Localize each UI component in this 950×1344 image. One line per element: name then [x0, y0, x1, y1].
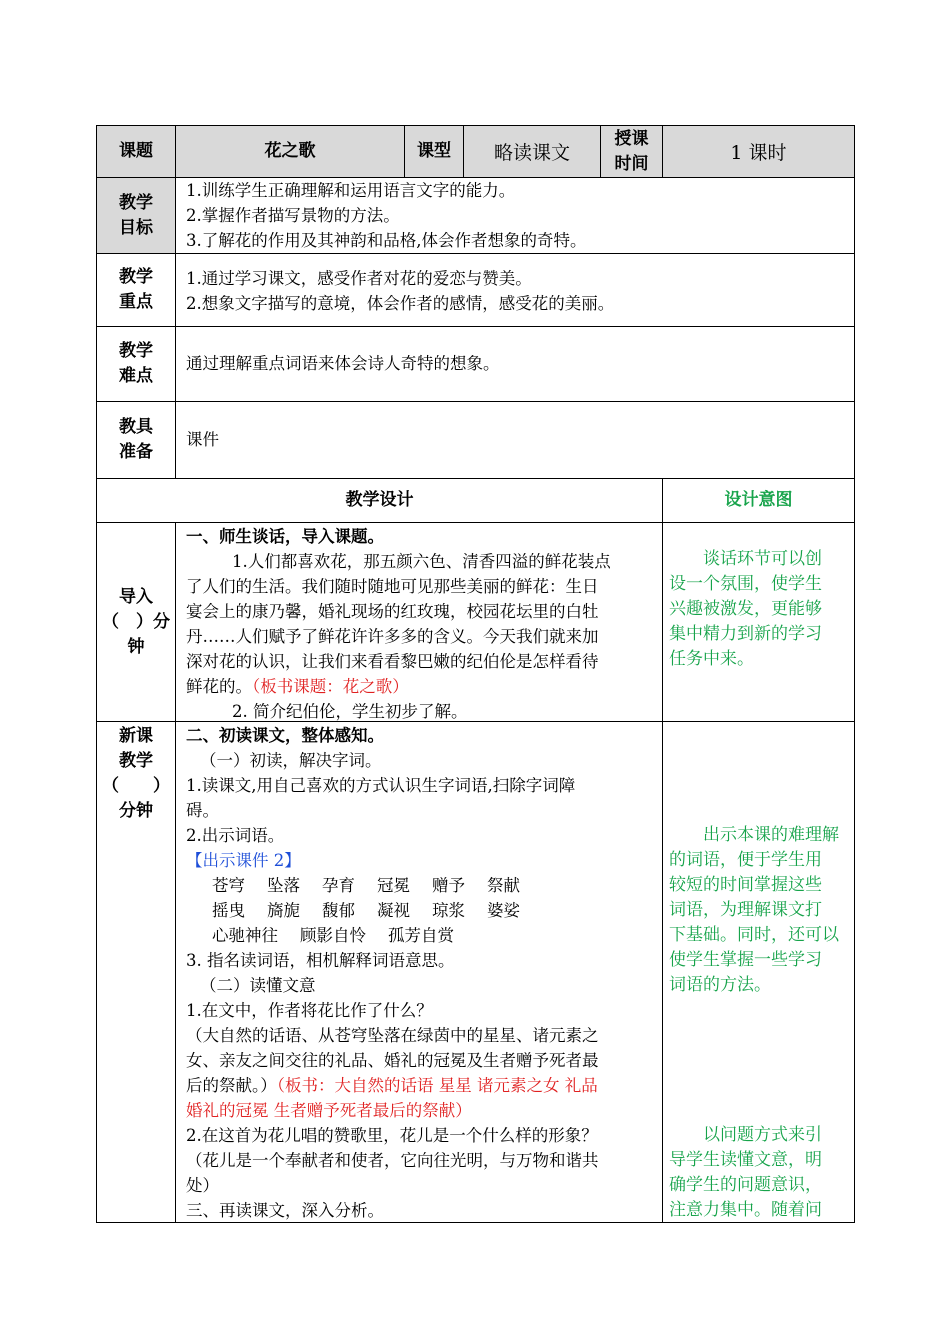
intent-1-line: 出示本课的难理解: [703, 825, 839, 845]
key-points-label-line2: 重点: [119, 292, 153, 312]
new-lesson-label-line1: 新课: [119, 726, 153, 746]
question-1: 1.在文中，作者将花比作了什么？: [186, 1001, 433, 1020]
materials-text: 课件: [186, 430, 219, 449]
objectives-label-cell: [96, 177, 176, 254]
intent-1-line: 的词语，便于学生用: [669, 850, 822, 870]
intent-1-line: 词语，为理解课文打: [669, 900, 822, 920]
word: 冠冕: [377, 876, 410, 895]
key-point-item: 2.想象文字描写的意境，体会作者的感情，感受花的美丽。: [186, 294, 615, 313]
intro-intent-line: 任务中来。: [669, 649, 754, 669]
lesson-label-cell: [96, 125, 176, 178]
type-value: 略读课文: [493, 142, 570, 164]
lesson-title-cell: [175, 125, 405, 178]
lesson-label: 课题: [119, 141, 153, 161]
word: 凝视: [377, 901, 410, 920]
difficulties-text: 通过理解重点词语来体会诗人奇特的想象。: [186, 354, 500, 373]
step2: 2.出示词语。: [186, 826, 285, 845]
word: 馥郁: [322, 901, 355, 920]
new-lesson-heading: 二、初读课文，整体感知。: [186, 726, 384, 745]
key-points-label-line1: 教学: [119, 267, 153, 287]
intent-2-line: 确学生的问题意识，: [669, 1175, 822, 1195]
new-lesson-label-cell: [96, 721, 176, 1223]
intro-para-end: 鲜花的。: [186, 677, 252, 696]
type-label: 课型: [417, 141, 451, 161]
intent-1-line: 词语的方法。: [669, 975, 771, 995]
subheading-understand: （二）读懂文意: [200, 976, 316, 995]
intro-step2: 2. 简介纪伯伦，学生初步了解。: [232, 702, 468, 721]
time-label-line2: 时间: [614, 153, 649, 174]
difficulties-label-line1: 教学: [119, 341, 153, 361]
word: 婆娑: [487, 901, 520, 920]
intro-content: [175, 522, 663, 722]
step3: 3. 指名读词语，相机解释词语意思。: [186, 951, 455, 970]
intro-para-line: 深对花的认识，让我们来看看黎巴嫩的纪伯伦是怎样看待: [186, 652, 599, 671]
difficulties-content: [175, 326, 855, 402]
intro-label-line3: 钟: [127, 636, 145, 657]
intent-1-line: 使学生掌握一些学习: [669, 950, 822, 970]
subheading-first-read: （一）初读，解决字词。: [200, 751, 382, 770]
intro-intent: [662, 522, 855, 722]
intent-header: 设计意图: [724, 490, 793, 510]
intro-intent-line: 兴趣被激发，更能够: [669, 599, 822, 619]
intro-heading: 一、师生谈话，导入课题。: [186, 527, 384, 546]
objectives-label-line1: 教学: [119, 192, 153, 213]
intent-2-line: 导学生读懂文意，明: [669, 1150, 822, 1170]
board-note-2-line1: （板书：大自然的话语 星星 诸元素之女 礼品: [276, 1076, 598, 1095]
new-lesson-label-line4: 分钟: [119, 801, 153, 821]
answer-1-line1: （大自然的话语、从苍穹坠落在绿茵中的星星、诸元素之: [186, 1026, 599, 1045]
word: 祭献: [487, 876, 520, 895]
objective-item: 3.了解花的作用及其神韵和品格,体会作者想象的奇特。: [186, 231, 587, 250]
word: 苍穹: [212, 876, 245, 895]
answer-1-end: 后的祭献。）: [186, 1076, 277, 1095]
intro-label-cell: [96, 522, 176, 722]
question-2: 2.在这首为花儿唱的赞歌里，花儿是一个什么样的形象？: [186, 1126, 598, 1145]
intro-intent-line: 设一个氛围，使学生: [669, 574, 822, 594]
design-header: 教学设计: [345, 490, 414, 510]
key-points-label-cell: [96, 253, 176, 327]
type-label-cell: [404, 125, 464, 178]
intro-label-line2: （ ）分: [102, 611, 170, 632]
intro-intent-line: 集中精力到新的学习: [669, 624, 822, 644]
intro-para-line: 了人们的生活。我们随时随地可见那些美丽的鲜花：生日: [186, 577, 599, 596]
time-label-cell: [600, 125, 663, 178]
key-points-content: [175, 253, 855, 327]
intent-2-line: 以问题方式来引: [703, 1125, 822, 1145]
objective-item: 2.掌握作者描写景物的方法。: [186, 206, 400, 225]
step1-line2: 碍。: [186, 801, 219, 820]
objectives-label-line2: 目标: [119, 217, 153, 238]
design-header-cell: [96, 478, 663, 523]
intro-para-line: 宴会上的康乃馨，婚礼现场的红玫瑰，校园花坛里的白牡: [186, 602, 599, 621]
materials-content: [175, 401, 855, 479]
intro-para-line: 1.人们都喜欢花，那五颜六色、清香四溢的鲜花装点: [232, 552, 611, 571]
new-lesson-intent: [662, 721, 855, 1223]
intro-para-line: 丹……人们赋予了鲜花许许多多的含义。今天我们就来加: [186, 627, 599, 646]
materials-label-cell: [96, 401, 176, 479]
word-row: [186, 923, 662, 948]
intent-header-cell: [662, 478, 855, 523]
intro-label-line1: 导入: [119, 586, 153, 607]
courseware-label: 【出示课件 2】: [186, 851, 301, 870]
heading-3: 三、再读课文，深入分析。: [186, 1201, 384, 1220]
intro-intent-line: 谈话环节可以创: [703, 549, 822, 569]
answer-1-line3: [186, 1073, 662, 1098]
intent-spacer: [669, 998, 850, 1123]
difficulties-label-line2: 难点: [119, 366, 153, 386]
time-value-cell: [662, 125, 855, 178]
difficulties-label-cell: [96, 326, 176, 402]
answer-2-line2: 处）: [186, 1176, 219, 1195]
word: 孤芳自赏: [388, 926, 454, 945]
intro-para-line-last: [186, 674, 662, 699]
materials-label-line1: 教具: [119, 417, 153, 437]
new-lesson-content: [175, 721, 663, 1223]
word-row: [186, 873, 662, 898]
board-note-2-line2: 婚礼的冠冕 生者赠予死者最后的祭献）: [186, 1101, 472, 1120]
answer-2-line1: （花儿是一个奉献者和使者，它向往光明，与万物和谐共: [186, 1151, 599, 1170]
type-value-cell: [463, 125, 601, 178]
time-label-line1: 授课: [614, 128, 649, 149]
word: 摇曳: [212, 901, 245, 920]
word: 顾影自怜: [300, 926, 366, 945]
word: 琼浆: [432, 901, 465, 920]
intent-2-line: 注意力集中。随着问: [669, 1200, 822, 1220]
new-lesson-label-line3: （ ）: [102, 776, 170, 796]
intent-1-line: 下基础。同时，还可以: [669, 925, 839, 945]
time-value: 1 课时: [730, 142, 787, 164]
word: 旖旎: [267, 901, 300, 920]
new-lesson-label-line2: 教学: [119, 751, 153, 771]
step1-line1: 1.读课文,用自己喜欢的方式认识生字词语,扫除字词障: [186, 776, 576, 795]
word: 坠落: [267, 876, 300, 895]
word: 赠予: [432, 876, 465, 895]
answer-1-line2: 女、亲友之间交往的礼品、婚礼的冠冕及生者赠予死者最: [186, 1051, 599, 1070]
word: 心驰神往: [212, 926, 278, 945]
lesson-title: 花之歌: [264, 141, 316, 161]
intent-1-line: 较短的时间掌握这些: [669, 875, 822, 895]
board-note: （板书课题：花之歌）: [252, 677, 409, 696]
word-row: [186, 898, 662, 923]
objective-item: 1.训练学生正确理解和运用语言文字的能力。: [186, 181, 516, 200]
objectives-content: [175, 177, 855, 254]
key-point-item: 1.通过学习课文，感受作者对花的爱恋与赞美。: [186, 269, 532, 288]
materials-label-line2: 准备: [119, 442, 153, 462]
word: 孕育: [322, 876, 355, 895]
